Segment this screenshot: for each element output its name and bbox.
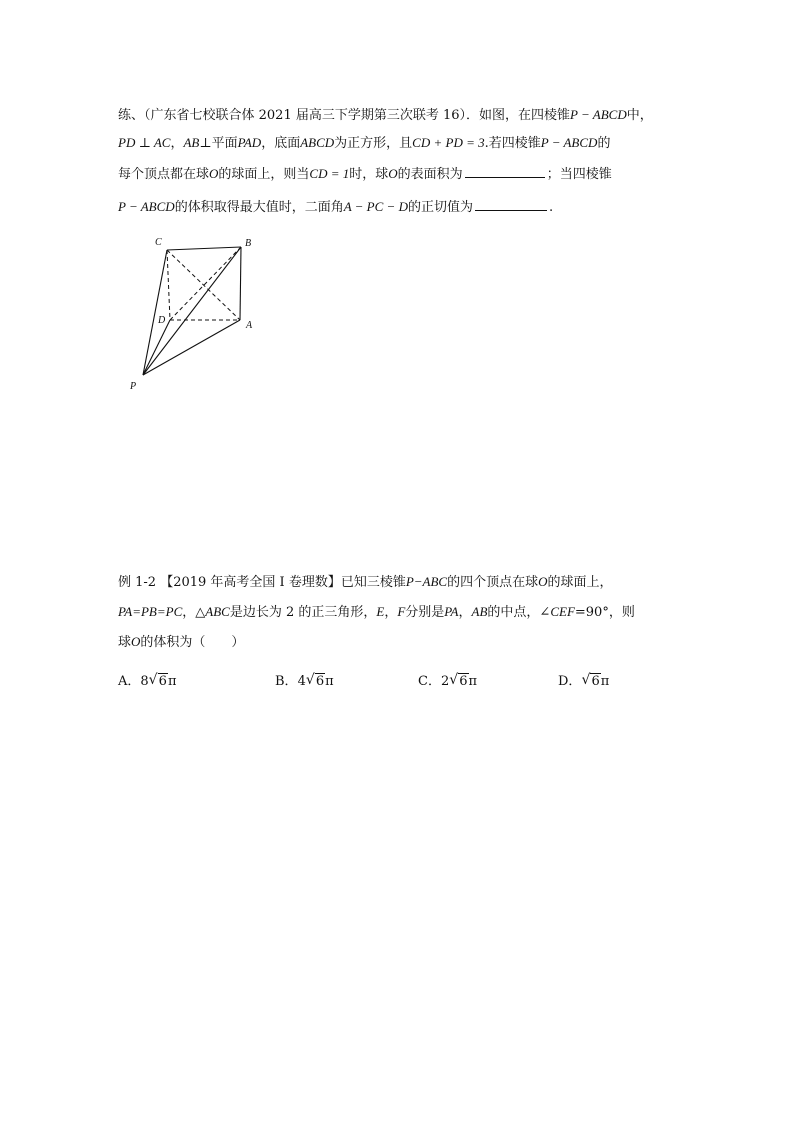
text: ；当四棱锥 [546,167,612,182]
option-b[interactable] [275,670,334,689]
text: 的中点，∠ [487,605,551,620]
text: π [167,674,177,689]
vertex-label-C: C [155,237,162,248]
text: ， [458,605,472,620]
text: 的体积取得最大值时，二面角 [174,200,344,215]
math-expression: PAD [237,135,262,150]
math-expression: O [388,166,398,181]
math-expression: A − PC − D [343,199,408,214]
vertex-label-P: P [130,381,137,392]
math-expression: CEF [550,604,575,619]
text: 分别是 [405,605,445,620]
math-expression: CD + PD = 3 [412,135,485,150]
math-expression: O [538,574,548,589]
text: 球 [118,635,132,650]
problem1-line3 [118,165,612,184]
problem1-text: 中， [626,108,653,123]
text: ，△ [182,605,206,620]
text: 8 [140,674,149,689]
math-expression: F [397,604,406,619]
text: 6 [315,674,325,689]
problem2-line3 [118,633,244,652]
problem1-text: 练、（广东省七校联合体 2021 届高三下学期第三次联考 16）．如图，在四棱锥 [118,108,571,123]
math-expression: ABC [205,604,230,619]
answer-options [118,670,718,690]
text: =90°，则 [574,605,635,620]
text: π [600,674,610,689]
text: ⊥平面 [199,136,238,151]
text: 的四个顶点在球 [447,575,539,590]
answer-blank-2[interactable] [475,198,547,211]
edge-DB [170,247,241,320]
text: 4 [297,674,306,689]
problem2-line1 [118,573,613,592]
text: .若四棱锥 [484,136,541,151]
text: 的体积为（ ） [140,635,245,650]
answer-blank-1[interactable] [465,165,545,178]
text: D． [558,674,582,689]
math-expression: P − ABCD [118,199,175,214]
vertex-label-A: A [246,320,253,331]
math-expression: ABCD [300,135,335,150]
text: 6 [158,674,167,689]
math-expression: PA [444,604,459,619]
text: . [548,200,554,215]
math-expression: O [131,634,141,649]
text: 是边长为 2 的正三角形， [229,605,377,620]
text: 的表面积为 [397,167,463,182]
text: C． [418,674,441,689]
text: 时，球 [349,167,389,182]
math-expression: E [376,604,385,619]
pyramid-figure [125,232,265,392]
math-expression: PD ⊥ AC [118,135,171,150]
math-expression: O [209,166,219,181]
edge-PB [143,247,241,375]
vertex-label-D: D [158,315,166,326]
text: 例 1-2 【2019 年高考全国 I 卷理数】已知三棱锥 [118,575,406,590]
text: ，底面 [261,136,301,151]
text: 6 [591,674,600,689]
edge-CA [167,250,240,320]
sqrt-symbol [581,674,600,689]
text: 每个顶点都在球 [118,167,210,182]
text: π [468,674,478,689]
math-expression: P−ABC [405,574,448,589]
sqrt-symbol [149,674,168,689]
option-d[interactable] [558,670,609,689]
sqrt-symbol [449,674,468,689]
text: 为正方形，且 [334,136,413,151]
text: 的正切值为 [407,200,473,215]
math-expression: P − ABCD [540,135,598,150]
option-a[interactable] [118,670,177,689]
text: A． [118,674,141,689]
edge-BA [240,247,241,320]
text: 的球面上，则当 [218,167,310,182]
math-expression: AB [471,604,488,619]
problem1-line4 [118,198,553,217]
edge-PA [143,320,240,375]
problem1-line1 [118,106,653,125]
vertex-label-B: B [245,238,252,249]
problem2-line2 [118,603,635,622]
math-expression: P − ABCD [570,107,627,122]
text: 的球面上， [547,575,613,590]
text: ， [170,136,184,151]
edge-CB [167,247,241,250]
text: ， [384,605,398,620]
text: B． [275,674,298,689]
text: 6 [459,674,468,689]
text: π [325,674,334,689]
edge-PC [143,250,167,375]
edge-CD [167,250,170,320]
math-expression: AB [183,135,200,150]
text: 的 [597,136,611,151]
math-expression: CD = 1 [309,166,350,181]
problem1-line2 [118,134,610,153]
text: 2 [440,674,450,689]
math-expression: PA=PB=PC [118,604,183,619]
sqrt-symbol [306,674,325,689]
option-c[interactable] [418,670,477,689]
